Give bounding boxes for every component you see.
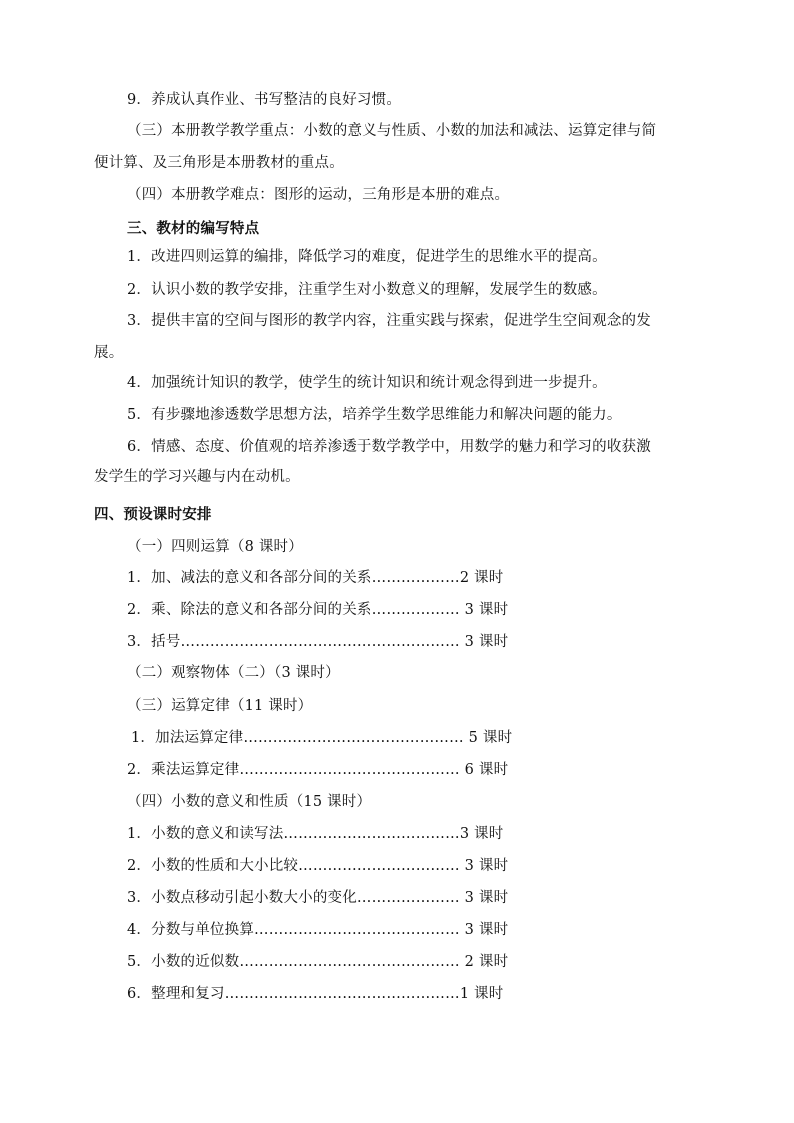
unit-4-title: （四）小数的意义和性质（15 课时） [127, 794, 372, 810]
difficulties-line: （四）本册教学难点：图形的运动，三角形是本册的难点。 [127, 187, 510, 203]
section-3-heading: 三、教材的编写特点 [127, 220, 260, 237]
unit-3-item: 1．加法运算定律……………………………………… 5 课时 [131, 730, 513, 746]
unit-1-title: （一）四则运算（8 课时） [127, 539, 303, 555]
section-3-item-6-line-2: 发学生的学习兴趣与内在动机。 [94, 469, 300, 485]
section-3-item-3-line-2: 展。 [94, 345, 124, 361]
section-4-heading: 四、预设课时安排 [94, 506, 212, 523]
unit-2-title: （二）观察物体（二）（3 课时） [127, 665, 340, 681]
section-3-item-6-line-1: 6．情感、态度、价值观的培养渗透于数学教学中，用数学的魅力和学习的收获激 [127, 439, 651, 455]
unit-3-item: 2．乘法运算定律……………………………………… 6 课时 [127, 762, 509, 778]
unit-4-item: 2．小数的性质和大小比较…………………………… 3 课时 [127, 858, 509, 874]
key-points-line-2: 便计算、及三角形是本册教材的重点。 [94, 155, 344, 171]
unit-4-item: 6．整理和复习…………………………………………1 课时 [127, 986, 504, 1002]
unit-1-item: 1．加、减法的意义和各部分间的关系………………2 课时 [127, 570, 504, 586]
unit-4-item: 5．小数的近似数……………………………………… 2 课时 [127, 954, 509, 970]
section-3-item-3-line-1: 3．提供丰富的空间与图形的教学内容，注重实践与探索，促进学生空间观念的发 [127, 313, 651, 329]
unit-1-item: 3．括号………………………………………………… 3 课时 [127, 634, 509, 650]
unit-4-item: 1．小数的意义和读写法………………………………3 课时 [127, 826, 504, 842]
unit-4-item: 3．小数点移动引起小数大小的变化………………… 3 课时 [127, 890, 509, 906]
unit-1-item: 2．乘、除法的意义和各部分间的关系……………… 3 课时 [127, 602, 509, 618]
section-3-item-2: 2．认识小数的教学安排，注重学生对小数意义的理解，发展学生的数感。 [127, 282, 607, 298]
section-3-item-1: 1．改进四则运算的编排，降低学习的难度，促进学生的思维水平的提高。 [127, 249, 607, 265]
unit-3-title: （三）运算定律（11 课时） [127, 698, 313, 714]
section-3-item-5: 5．有步骤地渗透数学思想方法，培养学生数学思维能力和解决问题的能力。 [127, 407, 622, 423]
section-3-item-4: 4．加强统计知识的教学，使学生的统计知识和统计观念得到进一步提升。 [127, 375, 607, 391]
key-points-line-1: （三）本册教学教学重点：小数的意义与性质、小数的加法和减法、运算定律与简 [127, 123, 657, 139]
item-9-habits: 9．养成认真作业、书写整洁的良好习惯。 [127, 92, 402, 108]
unit-4-item: 4．分数与单位换算…………………………………… 3 课时 [127, 922, 509, 938]
